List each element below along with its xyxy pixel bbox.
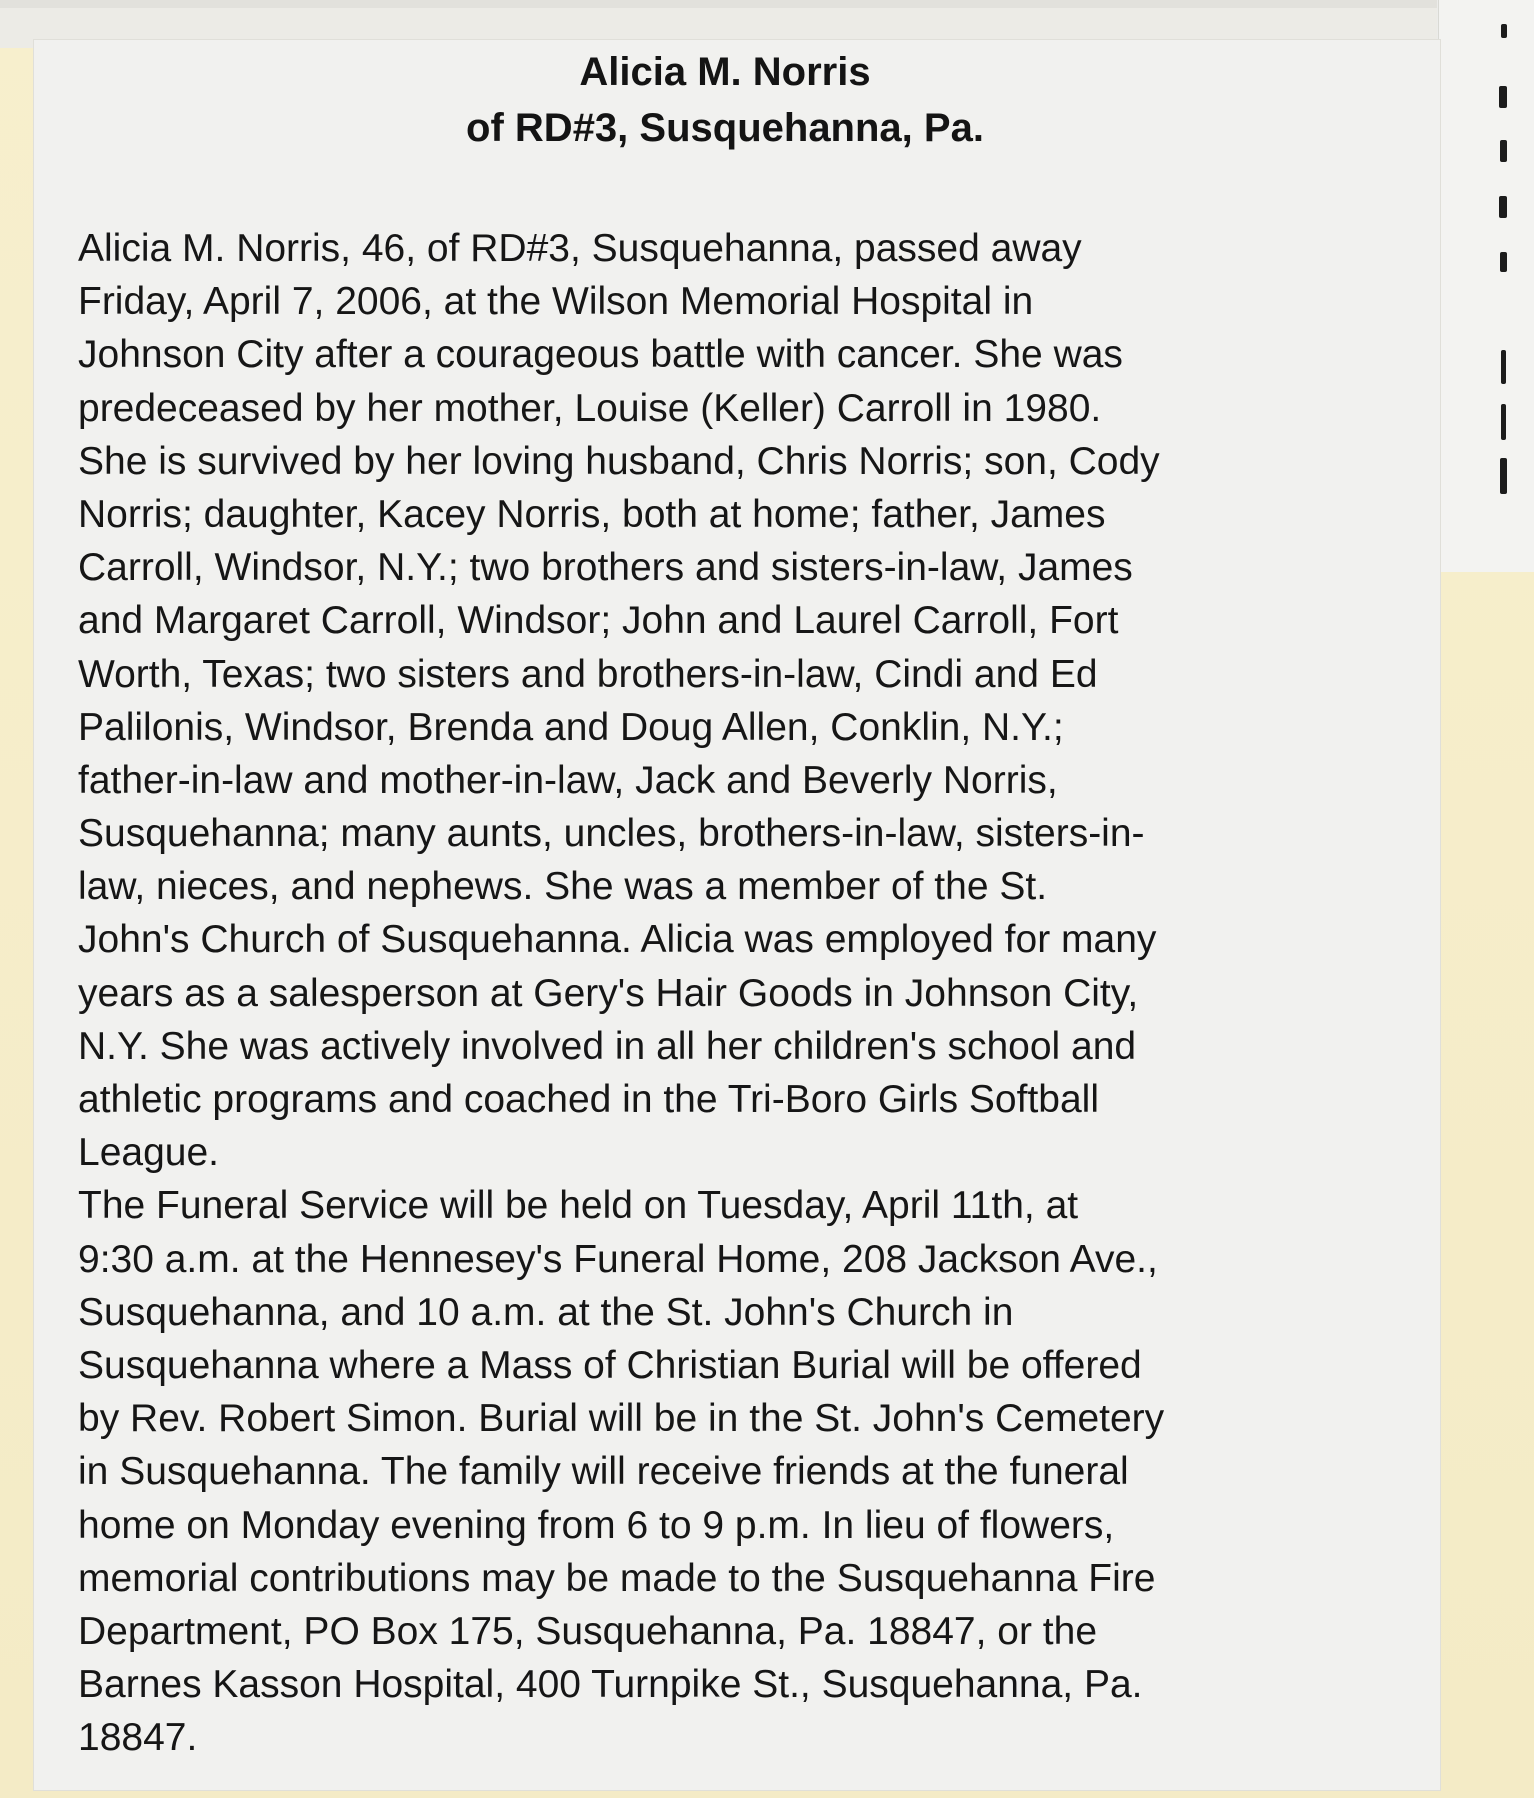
obituary-body-line: by Rev. Robert Simon. Burial will be in the St. John's Cemetery <box>78 1397 1165 1441</box>
obituary-body-line: Palilonis, Windsor, Brenda and Doug Allen, Conklin, N.Y.; <box>78 705 1064 749</box>
obituary-body-line: predeceased by her mother, Louise (Keller) Carroll in 1980. <box>78 386 1102 430</box>
obituary-body-line: Susquehanna; many aunts, uncles, brothers-in-law, sisters-in- <box>78 812 1145 856</box>
obituary-body-line: John's Church of Susquehanna. Alicia was employed for many <box>78 918 1157 962</box>
obituary-body-line: years as a salesperson at Gery's Hair Goods in Johnson City, <box>78 971 1139 1015</box>
obituary-residence: of RD#3, Susquehanna, Pa. <box>466 106 984 150</box>
obituary-body-line: Carroll, Windsor, N.Y.; two brothers and sisters-in-law, James <box>78 546 1133 590</box>
obituary-body-line: N.Y. She was actively involved in all her children's school and <box>78 1024 1137 1068</box>
obituary-body-line: The Funeral Service will be held on Tuesday, April 11th, at <box>78 1184 1079 1228</box>
obituary-headline <box>0 44 1450 156</box>
obituary-body-line: Barnes Kasson Hospital, 400 Turnpike St., Susquehanna, Pa. <box>78 1663 1143 1707</box>
adjacent-clipping-fragment <box>1438 0 1534 572</box>
obituary-body-line: Susquehanna where a Mass of Christian Burial will be offered <box>78 1343 1142 1387</box>
obituary-body-line: League. <box>78 1131 219 1175</box>
obituary-body-line: Worth, Texas; two sisters and brothers-in-law, Cindi and Ed <box>78 652 1098 696</box>
adjacent-glyph-fragment <box>1501 350 1506 384</box>
obituary-body-line: She is survived by her loving husband, Chris Norris; son, Cody <box>78 439 1160 483</box>
obituary-body-line: 9:30 a.m. at the Hennesey's Funeral Home, 208 Jackson Ave., <box>78 1237 1158 1281</box>
obituary-name: Alicia M. Norris <box>579 50 871 94</box>
obituary-body-line: Norris; daughter, Kacey Norris, both at home; father, James <box>78 492 1106 536</box>
obituary-body-line: and Margaret Carroll, Windsor; John and Laurel Carroll, Fort <box>78 599 1119 643</box>
top-paper-edge <box>0 0 1440 8</box>
adjacent-glyph-fragment <box>1501 404 1506 440</box>
obituary-body-line: Alicia M. Norris, 46, of RD#3, Susquehanna, passed away <box>78 227 1082 270</box>
obituary-body-line: Susquehanna, and 10 a.m. at the St. John's Church in <box>78 1290 1014 1334</box>
adjacent-glyph-fragment <box>1499 196 1507 218</box>
obituary-body-line: Friday, April 7, 2006, at the Wilson Memorial Hospital in <box>78 280 1034 324</box>
obituary-body-line: Johnson City after a courageous battle with cancer. She was <box>78 333 1123 377</box>
adjacent-glyph-fragment <box>1499 86 1507 108</box>
obituary-body-line: 18847. <box>78 1716 198 1760</box>
obituary-body-line: memorial contributions may be made to the Susquehanna Fire <box>78 1556 1156 1600</box>
obituary-body-line: law, nieces, and nephews. She was a member of the St. <box>78 865 1048 909</box>
adjacent-glyph-fragment <box>1500 140 1507 162</box>
adjacent-glyph-fragment <box>1500 458 1507 494</box>
obituary-body-line: Department, PO Box 175, Susquehanna, Pa. 18847, or the <box>78 1609 1098 1653</box>
obituary-body-line: father-in-law and mother-in-law, Jack and Beverly Norris, <box>78 758 1058 802</box>
adjacent-glyph-fragment <box>1500 252 1507 272</box>
adjacent-glyph-fragment <box>1501 24 1507 38</box>
obituary-body <box>78 222 1438 1764</box>
obituary-body-line: in Susquehanna. The family will receive friends at the funeral <box>78 1450 1129 1494</box>
obituary-body-line: home on Monday evening from 6 to 9 p.m. In lieu of flowers, <box>78 1503 1115 1547</box>
obituary-body-line: athletic programs and coached in the Tri-Boro Girls Softball <box>78 1078 1099 1121</box>
